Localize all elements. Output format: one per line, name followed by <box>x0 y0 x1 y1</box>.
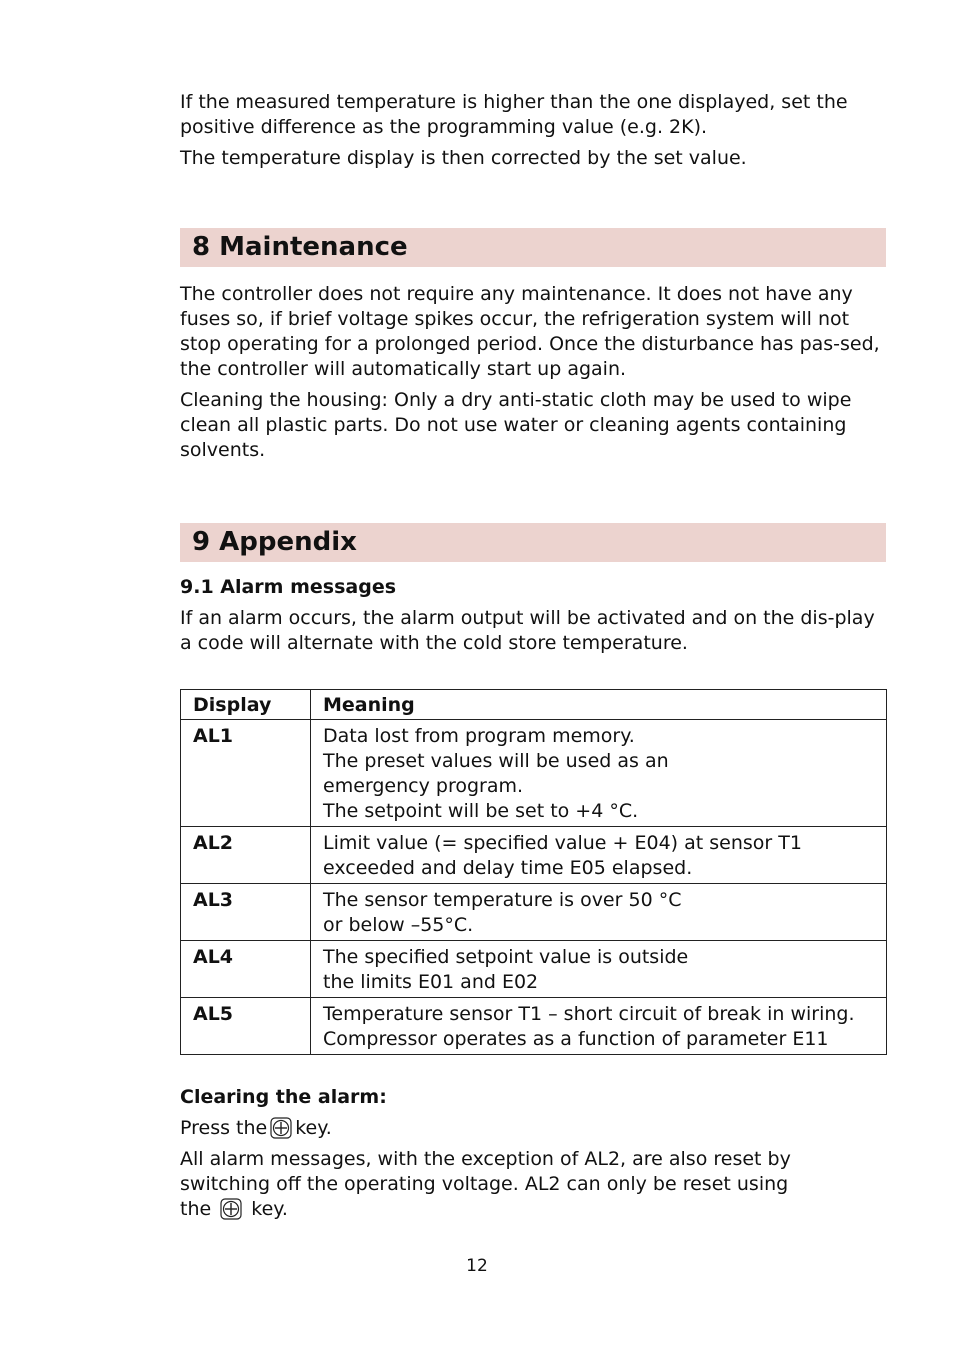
clearing-reset-paragraph <box>180 1147 886 1222</box>
clearing-alarm-heading: Clearing the alarm: <box>180 1086 387 1108</box>
alarm-meaning-cell <box>311 720 887 827</box>
press-prefix: Press the <box>180 1117 268 1139</box>
meaning-line: Temperature sensor T1 – short circuit of break in wiring. <box>323 1003 855 1025</box>
meaning-line: The setpoint will be set to +4 °C. <box>323 800 639 822</box>
alarm-meaning-cell <box>311 827 887 884</box>
maintenance-paragraph-2: Cleaning the housing: Only a dry anti-static cloth may be used to wipe clean all plastic parts. Do not use water or cleaning agents containing solvents. <box>180 389 852 461</box>
reset-line: switching off the operating voltage. AL2 can only be reset using <box>180 1173 789 1195</box>
meaning-line: Compressor operates as a function of parameter E11 <box>323 1028 829 1050</box>
section-heading-maintenance: 8 Maintenance <box>180 228 886 267</box>
alarm-meaning-cell <box>311 941 887 998</box>
section-heading-appendix: 9 Appendix <box>180 523 886 562</box>
plus-key-icon <box>220 1198 242 1220</box>
meaning-line: The preset values will be used as an <box>323 750 669 772</box>
reset-line: All alarm messages, with the exception of AL2, are also reset by <box>180 1148 791 1170</box>
alarm-intro-paragraph: If an alarm occurs, the alarm output will be activated and on the dis-play a code will alternate with the cold store temperature. <box>180 607 875 654</box>
reset-suffix: key. <box>251 1198 288 1220</box>
meaning-line: Limit value (= specified value + E04) at sensor T1 <box>323 832 802 854</box>
clearing-press-line <box>180 1116 886 1141</box>
alarm-code-cell: AL2 <box>181 827 311 884</box>
column-header-meaning: Meaning <box>311 690 887 720</box>
alarm-code-cell: AL1 <box>181 720 311 827</box>
table-row <box>181 998 887 1055</box>
meaning-line: or below –55°C. <box>323 914 474 936</box>
meaning-line: emergency program. <box>323 775 524 797</box>
alarm-code-cell: AL5 <box>181 998 311 1055</box>
meaning-line: the limits E01 and E02 <box>323 971 539 993</box>
page-number: 12 <box>466 1256 488 1276</box>
table-row <box>181 884 887 941</box>
maintenance-paragraph-1: The controller does not require any maintenance. It does not have any fuses so, if brief voltage spikes occur, the refrigeration system will not stop operating for a prolonged period. Once the disturbance has pas-sed, the controller will automatically start up again. <box>180 283 880 380</box>
meaning-line: The specified setpoint value is outside <box>323 946 689 968</box>
alarm-meaning-cell <box>311 884 887 941</box>
alarm-code-cell: AL4 <box>181 941 311 998</box>
plus-key-icon <box>270 1117 292 1139</box>
meaning-line: exceeded and delay time E05 elapsed. <box>323 857 693 879</box>
table-row <box>181 827 887 884</box>
document-page <box>180 90 886 1222</box>
alarm-table <box>180 689 887 1055</box>
table-row <box>181 941 887 998</box>
subsection-heading-alarm-messages: 9.1 Alarm messages <box>180 576 397 598</box>
meaning-line: The sensor temperature is over 50 °C <box>323 889 682 911</box>
intro-paragraph-1: If the measured temperature is higher than the one displayed, set the positive difference as the programming value (e.g. 2K). <box>180 91 848 138</box>
meaning-line: Data lost from program memory. <box>323 725 635 747</box>
column-header-display: Display <box>181 690 311 720</box>
alarm-meaning-cell <box>311 998 887 1055</box>
intro-paragraph-2: The temperature display is then corrected by the set value. <box>180 147 747 169</box>
table-row <box>181 720 887 827</box>
alarm-code-cell: AL3 <box>181 884 311 941</box>
press-suffix: key. <box>295 1117 332 1139</box>
table-header-row <box>181 690 887 720</box>
reset-prefix: the <box>180 1198 212 1220</box>
